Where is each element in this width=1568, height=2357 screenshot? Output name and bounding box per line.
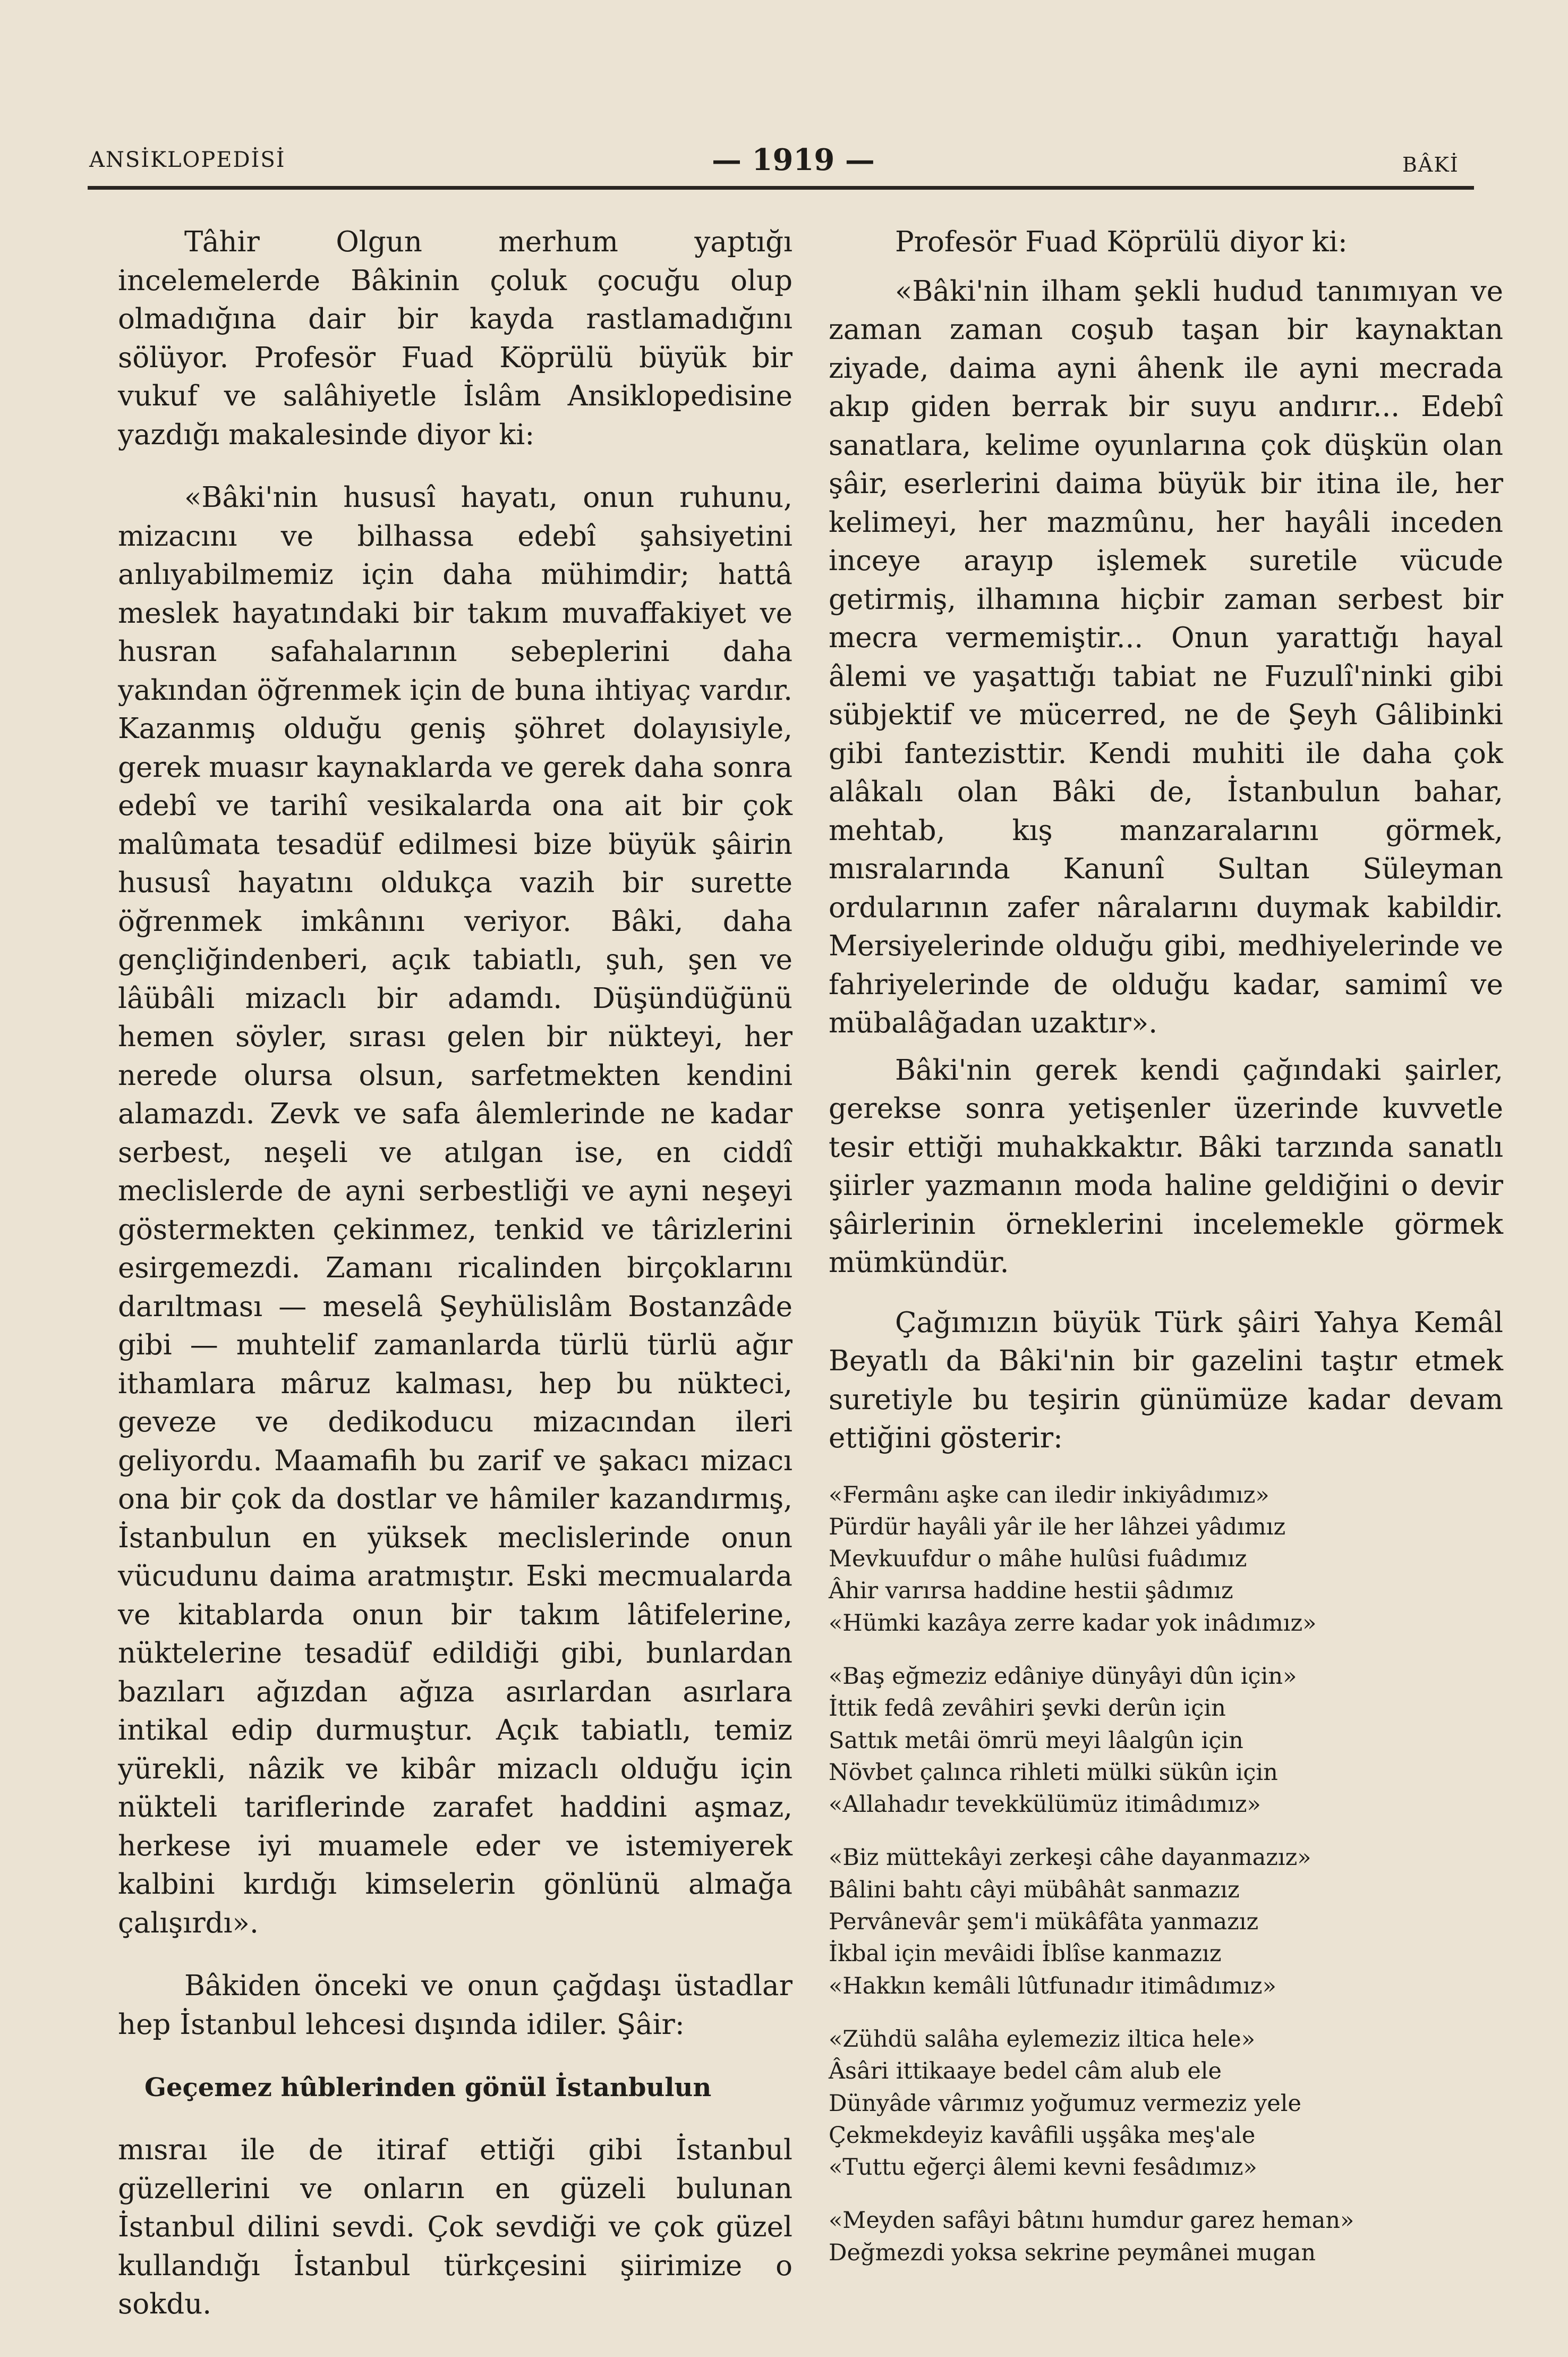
running-header-left: ANSİKLOPEDİSİ — [89, 148, 286, 172]
stanza — [829, 1842, 1503, 2002]
verse-line: «Baş eğmeziz edâniye dünyâyi dûn için» — [829, 1663, 1297, 1690]
quoted-verse: Geçemez hûblerinden gönül İstanbulun — [144, 2073, 712, 2102]
verse-line: Çekmekdeyiz kavâfili uşşâka meş'ale — [829, 2122, 1256, 2149]
verse-line: «Zühdü salâha eylemeziz iltica hele» — [829, 2025, 1256, 2053]
stanza — [829, 2023, 1503, 2183]
verse-line: Mevkuufdur o mâhe hulûsi fuâdımız — [829, 1546, 1247, 1573]
verse-line: «Biz müttekâyi zerkeşi câhe dayanmazız» — [829, 1844, 1311, 1871]
verse-line: «Meyden safâyi bâtını humdur garez heman» — [829, 2207, 1354, 2234]
paragraph: «Bâki'nin ilham şekli hudud tanımıyan ve zaman zaman coşub taşan bir kaynaktan ziyade, daima ayni âhenk ile ayni mecrada akıp giden berrak bir suyu andırır... Edebî sanatlara, kelime oyunlarına çok düşkün olan şâir, eserlerini daima büyük bir itina ile, her kelimeyi, her mazmûnu, her hayâli inceden inceye arayıp işlemek suretile vücude getirmiş, ilhamına hiçbir zaman serbest bir mecra vermemiştir... Onun yarattığı hayal âlemi ve yaşattığı tabiat ne Fuzulî'ninki gibi sübjektif ve mücerred, ne de Şeyh Gâlibinki gibi fantezisttir. Kendi muhiti ile daha çok alâkalı olan Bâki de, İstanbulun bahar, mehtab, kış manzaralarını görmek, mısralarında Kanunî Sultan Süleyman ordularının zafer nâralarını duymak kabildir. Mersiyelerinde olduğu gibi, medhiyelerinde ve fahriyelerinde de olduğu kadar, samimî ve mübalâğadan uzaktır». — [829, 275, 1503, 1039]
verse-line: Değmezdi yoksa sekrine peymânei mugan — [829, 2239, 1316, 2266]
paragraph: Tâhir Olgun merhum yaptığı incelemelerde Bâkinin çoluk çocuğu olup olmadığına dair bir kayda rastlamadığını sölüyor. Profesör Fuad Köprülü büyük bir vukuf ve salâhiyetle İslâm Ansiklopedisine yazdığı makalesinde diyor ki: — [118, 226, 792, 451]
verse-line: Növbet çalınca rihleti mülki sükûn için — [829, 1759, 1278, 1786]
verse-line: İttik fedâ zevâhiri şevki derûn için — [829, 1695, 1226, 1722]
left-column — [118, 223, 792, 2324]
verse-line: Âhir varırsa haddine hestii şâdımız — [829, 1578, 1233, 1605]
stanza — [829, 2205, 1503, 2269]
verse-line: «Hakkın kemâli lûtfunadır itimâdımız» — [829, 1972, 1276, 1999]
verse-line: Sattık metâi ömrü meyi lâalgûn için — [829, 1727, 1243, 1754]
verse-line: Dünyâde vârımız yoğumuz vermeziz yele — [829, 2090, 1301, 2117]
stanza — [829, 1479, 1503, 1639]
verse-line: Pürdür hayâli yâr ile her lâhzei yâdımız — [829, 1513, 1286, 1540]
stanza — [829, 1660, 1503, 1820]
paragraph: Bâkiden önceki ve onun çağdaşı üstadlar hep İstanbul lehcesi dışında idiler. Şâir: — [118, 1970, 792, 2041]
verse-line: İkbal için mevâidi İblîse kanmazız — [829, 1940, 1222, 1968]
paragraph: mısraı ile de itiraf ettiği gibi İstanbul güzellerini ve onların en güzeli bulunan İstanbul dilini sevdi. Çok sevdiği ve çok güzel kullandığı İstanbul türkçesini şiirimize o sokdu. — [118, 2134, 792, 2320]
paragraph: Profesör Fuad Köprülü diyor ki: — [895, 226, 1348, 258]
verse-line: «Hümki kazâya zerre kadar yok inâdımız» — [829, 1609, 1317, 1637]
poem — [829, 1479, 1503, 2269]
verse-line: Pervânevâr şem'i mükâfâta yanmazız — [829, 1909, 1259, 1936]
verse-line: Bâlini bahtı câyi mübâhât sanmazız — [829, 1876, 1240, 1903]
verse-line: «Fermânı aşke can iledir inkiyâdımız» — [829, 1481, 1269, 1508]
verse-line: Âsâri ittikaaye bedel câm alub ele — [829, 2058, 1222, 2085]
page-number: — 1919 — — [712, 142, 875, 177]
verse-line: «Allahadır tevekkülümüz itimâdımız» — [829, 1791, 1261, 1818]
paragraph: Bâki'nin gerek kendi çağındaki şairler, gerekse sonra yetişenler üzerinde kuvvetle tesir ettiği muhakkaktır. Bâki tarzında sanatlı şiirler yazmanın moda haline geldiğini o devir şâirlerinin örneklerini incelemekle görmek mümkündür. — [829, 1054, 1503, 1279]
verse-line: «Tuttu eğerçi âlemi kevni fesâdımız» — [829, 2154, 1257, 2181]
running-header-right: BÂKİ — [1402, 153, 1459, 176]
paragraph: «Bâki'nin hususî hayatı, onun ruhunu, mizacını ve bilhassa edebî şahsiyetini anlıyabilmemiz için daha mühimdir; hattâ meslek hayatındaki bir takım muvaffakiyet ve husran safahalarının sebeplerini daha yakından öğrenmek için de buna ihtiyaç vardır. Kazanmış olduğu geniş şöhret dolayısiyle, gerek muasır kaynaklarda ve gerek daha sonra edebî ve tarihî vesikalarda ona ait bir çok malûmata tesadüf edilmesi bize büyük şâirin hususî hayatını oldukça vazih bir surette öğrenmek imkânını veriyor. Bâki, daha gençliğindenberi, açık tabiatlı, şuh, şen ve lâübâli mizaclı bir adamdı. Düşündüğünü hemen söyler, sırası gelen bir nükteyi, her nerede olursa olsun, sarfetmekten kendini alamazdı. Zevk ve safa âlemlerinde ne kadar serbest, neşeli ve atılgan ise, en ciddî meclislerde de ayni serbestliği ve ayni neşeyi göstermekten çekinmez, tenkid ve târizlerini esirgemezdi. Zamanı ricalinden birçoklarını darıltması — meselâ Şeyhülislâm Bostanzâde gibi — muhtelif zamanlarda türlü türlü ağır ithamlara mâruz kalması, hep bu nükteci, geveze ve dedikoducu mizacından ileri geliyordu. Maamafih bu zarif ve şakacı mizacı ona bir çok da dostlar ve hâmiler kazandırmış, İstanbulun en yüksek meclislerinde onun vücudunu daima aratmıştır. Eski mecmualarda ve kitablarda onun bir takım lâtifelerine, nüktelerine tesadüf edildiği gibi, bunlardan bazıları ağızdan ağıza asırlardan asırlara intikal edip durmuştur. Açık tabiatlı, temiz yürekli, nâzik ve kibâr mizaclı olduğu için nükteli tariflerinde zarafet haddini aşmaz, herkese iyi muamele eder ve istemiyerek kalbini kırdığı kimselerin gönlünü almağa çalışırdı». — [118, 481, 792, 1939]
header-rule — [88, 186, 1474, 190]
paragraph: Çağımızın büyük Türk şâiri Yahya Kemâl Beyatlı da Bâki'nin bir gazelini taştır etmek suretiyle bu teşirin günümüze kadar devam ettiğini gösterir: — [829, 1306, 1503, 1454]
right-column — [829, 223, 1503, 2290]
